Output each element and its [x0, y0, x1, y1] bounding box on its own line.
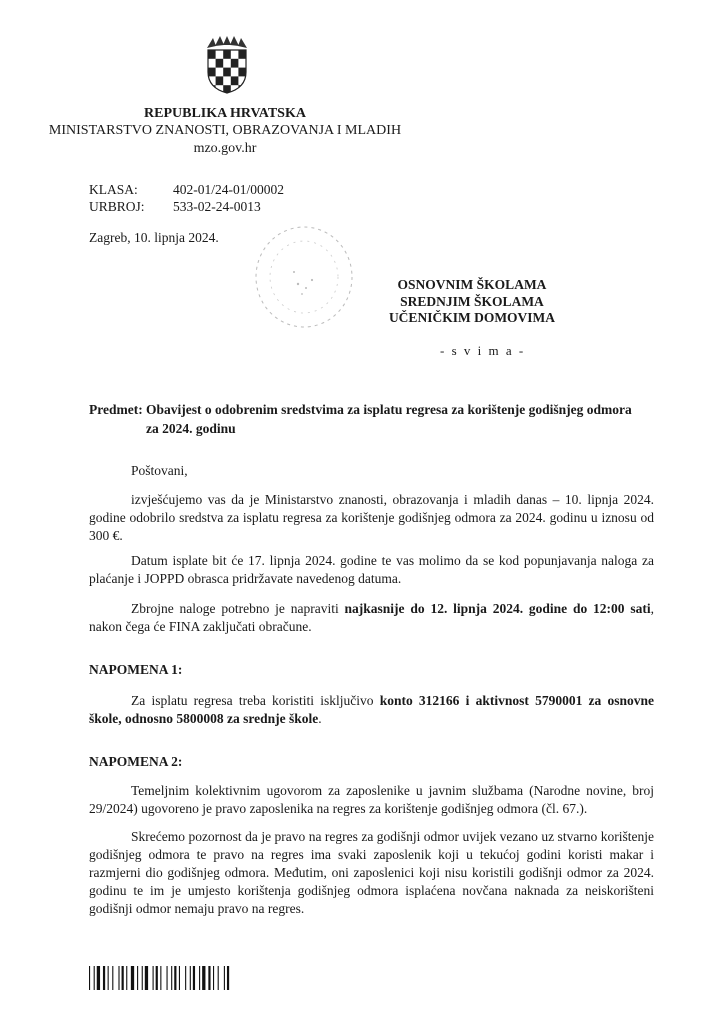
recipient-primary-schools: OSNOVNIM ŠKOLAMA: [397, 277, 547, 292]
barcode-bar: [224, 966, 225, 990]
barcode-bar: [108, 966, 109, 990]
recipient-all: - s v i m a -: [440, 343, 526, 358]
klasa-value: 402-01/24-01/00002: [173, 182, 284, 197]
header-country: REPUBLIKA HRVATSKA: [144, 106, 306, 121]
klasa-row: [89, 182, 284, 198]
barcode-bar: [126, 966, 127, 990]
deadline-text-post: , nakon čega će FINA zaključati obračune.: [89, 601, 654, 634]
note-2-paragraph-2: Skrećemo pozornost da je pravo na regres za godišnji odmor uvijek vezano uz stvarno korištenje godišnjeg odmora te pravo na regres ima svaki zaposlenik koji u tekućoj godini koristi makar i razmjerni dio godišnjeg odmora. Međutim, oni zaposlenici koji nisu koristili godišnji odmor za 2024. godinu te im je umjesto korištenja godišnjeg odmora isplaćena novčana naknada za neiskorišteni godišnji odmor nemaju pravo na regres.: [89, 829, 654, 916]
subject: [89, 400, 654, 438]
note-1-text-pre: Za isplatu regresa treba koristiti isključivo: [131, 693, 380, 708]
subject-line-1: Obavijest o odobrenim sredstvima za isplatu regresa za korištenje godišnjeg odmora: [146, 402, 632, 417]
greeting: Poštovani,: [131, 463, 188, 478]
note-2-paragraph-1: Temeljnim kolektivnim ugovorom za zaposlenike u javnim službama (Narodne novine, broj 29/2024) ugovoreno je pravo zaposlenika na regres za korištenje godišnjeg odmora (čl. 67.).: [89, 783, 654, 816]
note-1-text-post: .: [318, 711, 322, 726]
subject-line-2: za 2024. godinu: [146, 421, 236, 436]
barcode-bar: [213, 966, 214, 990]
barcode-bar: [174, 966, 176, 990]
barcode-bar: [202, 966, 205, 990]
barcode-bar: [103, 966, 105, 990]
barcode-bar: [218, 966, 219, 990]
note-1-text-bold: konto 312166 i aktivnost 5790001 za osnovne škole, odnosno 5800008 za srednje škole: [89, 693, 654, 726]
barcode-bar: [227, 966, 229, 990]
deadline-text-pre: Zbrojne naloge potrebno je napraviti: [131, 601, 345, 616]
urbroj-label: URBROJ:: [89, 199, 145, 214]
barcode-bar: [97, 966, 100, 990]
barcode-bar: [190, 966, 191, 990]
barcode-bar: [142, 966, 143, 990]
note-1-title: NAPOMENA 1:: [89, 662, 183, 677]
recipient-student-dorms: UČENIČKIM DOMOVIMA: [388, 310, 556, 325]
note-1-text: [89, 692, 654, 728]
barcode-bar: [208, 966, 210, 990]
barcode-bar: [153, 966, 154, 990]
barcode-bar: [193, 966, 195, 990]
barcode-bar: [145, 966, 148, 990]
barcode-bar: [89, 966, 90, 990]
barcode-icon: [89, 966, 289, 990]
note-2-title: NAPOMENA 2:: [89, 754, 183, 769]
barcode-bar: [199, 966, 200, 990]
barcode-bar: [167, 966, 168, 990]
barcode-bar: [179, 966, 180, 990]
paragraph-approval: izvješćujemo vas da je Ministarstvo znanosti, obrazovanja i mladih danas – 10. lipnja 2024. godine odobrilo sredstva za isplatu regresa za korištenje godišnjeg odmora za 2024. godinu u iznosu od 300 €.: [89, 492, 654, 543]
barcode-bar: [156, 966, 158, 990]
barcode-bar: [185, 966, 186, 990]
paragraph-payment-date: Datum isplate bit će 17. lipnja 2024. godine te vas molimo da se kod popunjavanja naloga za plaćanje i JOPPD obrasca pridržavate navedenog datuma.: [89, 553, 654, 586]
urbroj-row: [89, 199, 261, 215]
barcode-bar: [137, 966, 138, 990]
barcode-bar: [112, 966, 113, 990]
urbroj-value: 533-02-24-0013: [173, 199, 261, 214]
header-ministry: MINISTARSTVO ZNANOSTI, OBRAZOVANJA I MLADIH: [48, 123, 402, 138]
barcode-bar: [160, 966, 161, 990]
header-website: mzo.gov.hr: [193, 141, 257, 156]
barcode-bar: [122, 966, 124, 990]
barcode-bar: [131, 966, 134, 990]
paragraph-deadline: [89, 600, 654, 636]
barcode-bar: [118, 966, 119, 990]
klasa-label: KLASA:: [89, 182, 138, 197]
barcode-bar: [171, 966, 172, 990]
barcode-bar: [94, 966, 95, 990]
recipient-secondary-schools: SREDNJIM ŠKOLAMA: [400, 294, 544, 309]
official-stamp-icon: [250, 222, 358, 337]
subject-label: Predmet:: [89, 402, 143, 417]
deadline-text-bold: najkasnije do 12. lipnja 2024. godine do 12:00 sati: [344, 601, 651, 616]
croatian-coat-of-arms-icon: [205, 36, 249, 94]
document-date: Zagreb, 10. lipnja 2024.: [89, 230, 219, 245]
